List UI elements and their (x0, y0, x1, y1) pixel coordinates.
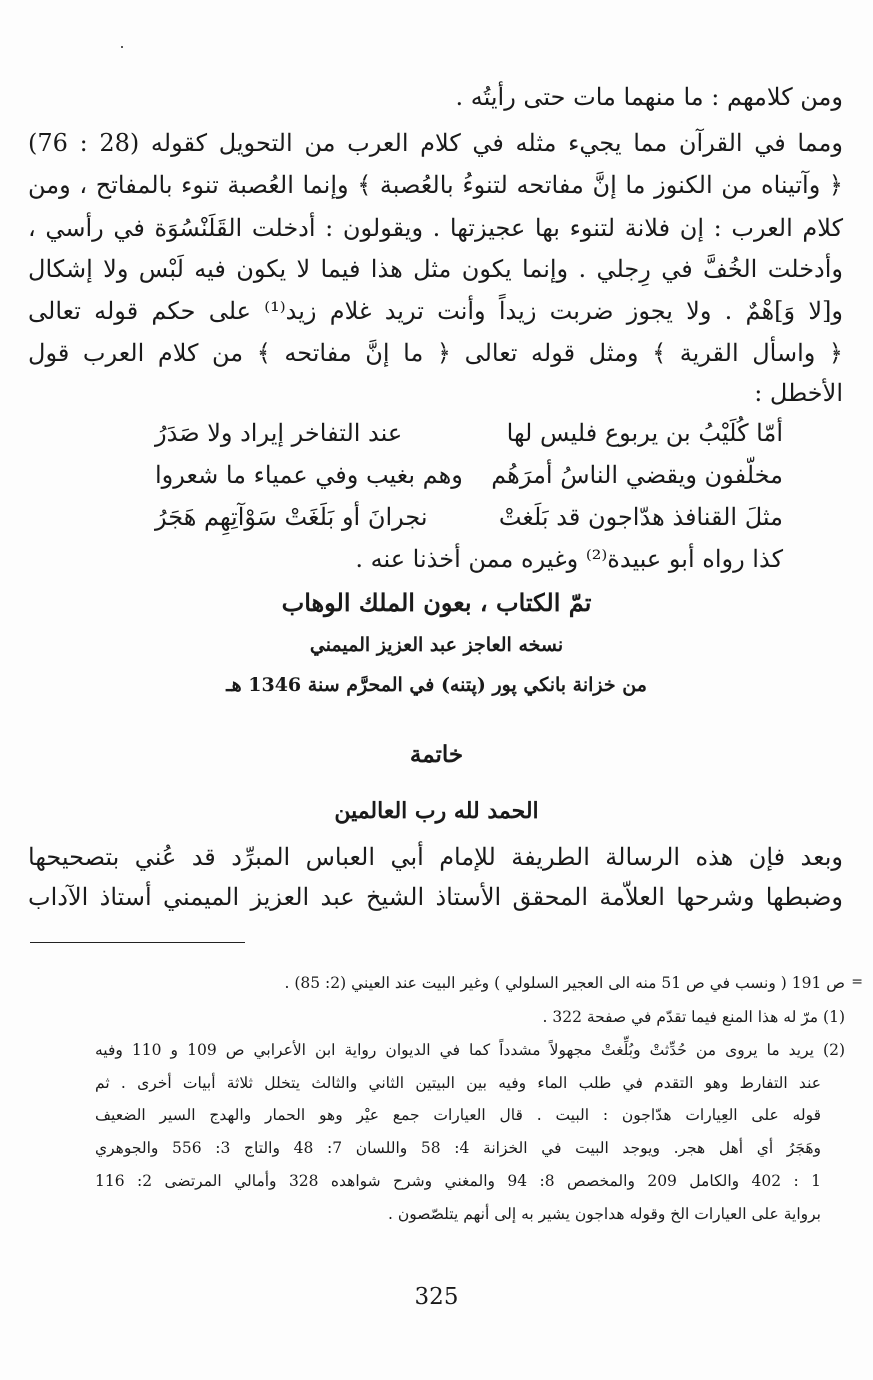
verse-2-second-hemistich: وهم بغيب وفي عمياء ما شعروا (155, 461, 463, 489)
body-line-5: وأدخلت الخُفَّ في رِجلي . وإنما يكون مثل هذا فيما لا يكون فيه لَبْس ولا إشكال (28, 255, 843, 283)
footnote-1: (1) مرّ له هذا المنع فيما تقدّم في صفحة 322 . (542, 1008, 845, 1026)
footnote-line-1: ص 191 ( ونسب في ص 51 منه الى العجير السلولي ) وغير البيت عند العيني (2: 85) . (284, 974, 845, 992)
after-verse-line: كذا رواه أبو عبيدة⁽²⁾ وغيره ممن أخذنا عنه . (355, 545, 783, 573)
scan-speck (121, 46, 123, 48)
footnote-2-line-2: عند التفارط وهو التقدم في طلب الماء وفيه بين البيتين الثاني والثالث يتخلل ثلاثة أبيات أخرى . ثم (95, 1074, 821, 1092)
body-line-7: ﴿ واسأل القرية ﴾ ومثل قوله تعالى ﴿ ما إنَّ مفاتحه ﴾ من كلام العرب قول (28, 339, 843, 367)
footnote-2-line-3: قوله على العِيارات هدّاجون : البيت . قال العيارات جمع عيْر وهو الحمار والهدج السير الضعيف (95, 1106, 821, 1124)
page-number: 325 (414, 1284, 459, 1310)
footnote-2-line-6: برواية على العيارات الخ وقوله هداجون يشير به إلى أنهم يتلصّصون . (388, 1205, 821, 1223)
footnote-2-line-5: 1 : 402 والكامل 209 والمخصص 8: 94 والمغني وشرح شواهده 328 وأمالي المرتضى 2: 116 (95, 1172, 822, 1190)
body-line-2: ومما في القرآن مما يجيء مثله في كلام العرب من التحويل كقوله (28 : 76) (28, 129, 844, 157)
footnote-continuation-mark: = (851, 974, 863, 990)
verse-2-first-hemistich: مخلّفون ويقضي الناسُ أمرَهُم (491, 461, 783, 489)
khatima-line-1: وبعد فإن هذه الرسالة الطريفة للإمام أبي العباس المبرِّد قد عُني بتصحيحها (28, 843, 843, 871)
footnote-2-line-4: وهَجَرُ أي أهل هجر. ويوجد البيت في الخزانة 4: 58 واللسان 7: 48 والتاج 3: 556 والجوهري (95, 1139, 822, 1157)
colophon-line-1: تمّ الكتاب ، بعون الملك الوهاب (281, 588, 592, 617)
colophon-line-2: نسخه العاجز عبد العزيز الميمني (309, 634, 564, 656)
verse-1-second-hemistich: عند التفاخر إيراد ولا صَدَرُ (155, 419, 403, 447)
footnote-separator (30, 942, 245, 943)
verse-1-first-hemistich: أمّا كُلَيْبُ بن يربوع فليس لها (506, 419, 783, 447)
body-line-1: ومن كلامهم : ما منهما مات حتى رأيتُه . (455, 83, 843, 111)
verse-3-first-hemistich: مثلَ القنافذ هدّاجون قد بَلَغتْ (498, 503, 783, 531)
khatima-subheading: الحمد لله رب العالمين (334, 798, 539, 824)
verse-3-second-hemistich: نجرانَ أو بَلَغَتْ سَوْآتِهِم هَجَرُ (155, 503, 428, 531)
footnote-2-line-1: (2) يريد ما يروى من حُدِّثتْ وبُلِّغتْ مجهولاً مشدداً كما في الديوان رواية ابن الأعرابي ص 109 و 110 وفيه (95, 1041, 845, 1059)
colophon-line-3: من خزانة بانكي پور (پتنه) في المحرَّم سنة 1346 هـ (226, 674, 647, 696)
khatima-line-2: وضبطها وشرحها العلاّمة المحقق الأستاذ الشيخ عبد العزيز الميمني أستاذ الآداب (28, 883, 844, 911)
body-line-4: كلام العرب : إن فلانة لتنوء بها عجيزتها . ويقولون : أدخلت القَلَنْسُوَة في رأسي ، (28, 214, 843, 242)
khatima-heading: خاتمة (409, 741, 464, 768)
body-line-8: الأخطل : (754, 379, 843, 407)
body-line-6: و[لا وَ]هْمٌ . ولا يجوز ضربت زيداً وأنت تريد غلام زيد⁽¹⁾ على حكم قوله تعالى (28, 297, 843, 325)
body-line-3: ﴿ وآتيناه من الكنوز ما إنَّ مفاتحه لتنوءُ بالعُصبة ﴾ وإنما العُصبة تنوء بالمفاتح ، ومن (28, 171, 843, 199)
